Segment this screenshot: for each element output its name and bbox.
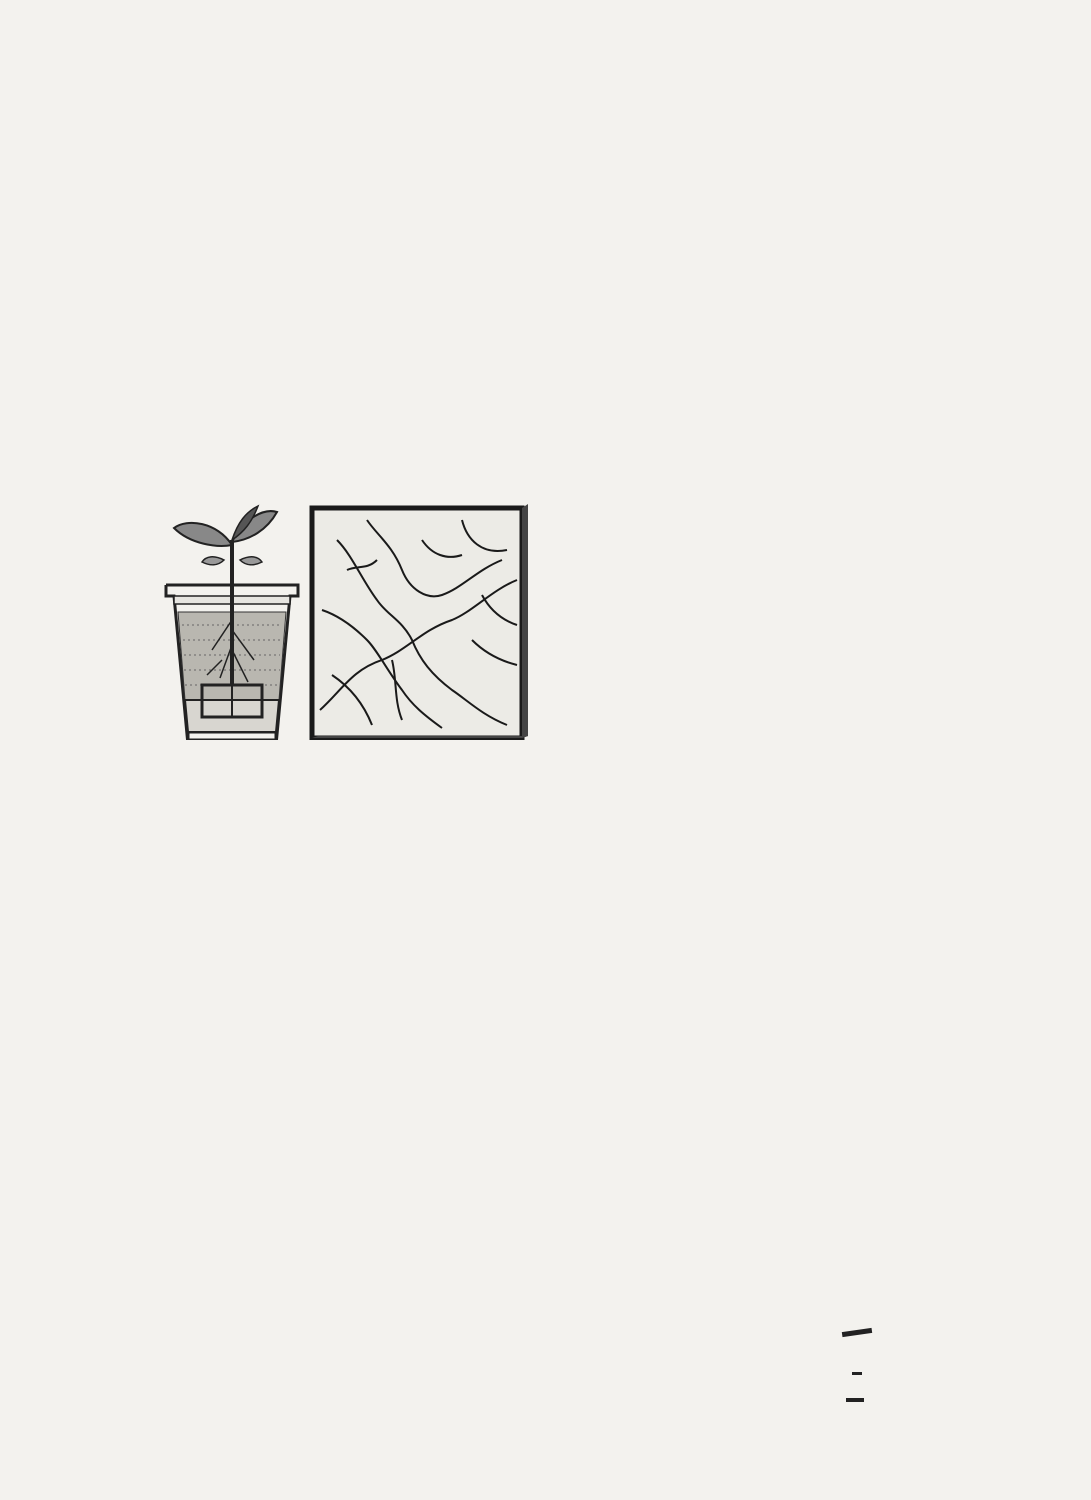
figure-8-illustration <box>162 500 532 740</box>
scan-mark <box>842 1328 872 1337</box>
scan-mark <box>852 1372 862 1375</box>
potted-bean-plant-drawing <box>166 506 298 740</box>
scan-mark <box>846 1398 864 1402</box>
etched-marble-slab-drawing <box>312 504 528 738</box>
